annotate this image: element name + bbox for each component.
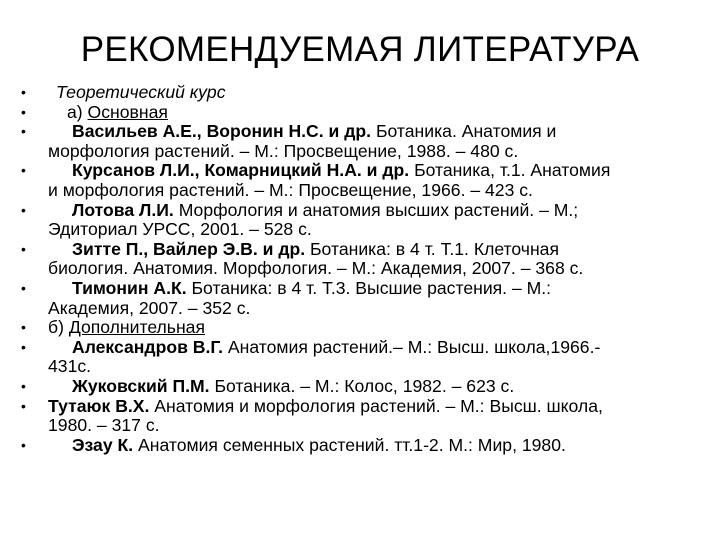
- ref-text-continued: морфология растений. – М.: Просвещение, 1988. – 480 с.: [48, 140, 519, 161]
- list-item-ref-vasiliev: [0, 122, 720, 161]
- list-item-ref-zitte: [0, 240, 720, 279]
- ref-text-continued: 431с.: [48, 356, 92, 377]
- course-heading: Теоретический курс: [56, 82, 226, 102]
- list-item-course: [0, 83, 720, 103]
- list-item-ref-tutayuk: [0, 397, 720, 436]
- ref-text-continued: биология. Анатомия. Морфология. – М.: Академия, 2007. – 368 с.: [48, 258, 584, 279]
- ref-author: Курсанов Л.И., Комарницкий Н.А. и др.: [72, 160, 410, 181]
- ref-author: Тимонин А.К.: [72, 277, 187, 298]
- ref-text: Ботаника. Анатомия и: [371, 121, 557, 142]
- ref-author: Зитте П., Вайлер Э.В. и др.: [72, 238, 306, 259]
- ref-text-continued: и морфология растений. – М.: Просвещение, 1966. – 423 с.: [48, 179, 533, 200]
- ref-text-continued: Эдиториал УРСС, 2001. – 528 с.: [48, 219, 312, 240]
- list-item-ref-kursanov: [0, 161, 720, 200]
- ref-text: Ботаника, т.1. Анатомия: [409, 160, 611, 181]
- bullet-icon: •: [21, 377, 26, 394]
- literature-list: [0, 83, 720, 455]
- list-item-ref-esau: [0, 436, 720, 456]
- bullet-icon: •: [21, 279, 26, 296]
- ref-author: Тутаюк В.Х.: [48, 395, 150, 416]
- list-item-ref-zhukovsky: [0, 377, 720, 397]
- list-item-ref-timonin: [0, 279, 720, 318]
- ref-text: Ботаника. – М.: Колос, 1982. – 623 с.: [209, 375, 515, 396]
- bullet-icon: •: [21, 123, 26, 140]
- bullet-icon: •: [21, 84, 26, 100]
- ref-text-continued: 1980. – 317 с.: [48, 415, 160, 436]
- ref-text: Анатомия семенных растений. тт.1-2. М.: Мир, 1980.: [133, 434, 566, 455]
- bullet-icon: •: [21, 162, 26, 179]
- bullet-icon: •: [21, 103, 26, 120]
- bullet-icon: •: [21, 338, 26, 355]
- ref-text: Анатомия растений.– М.: Высш. школа,1966.-: [223, 336, 601, 357]
- list-item-ref-aleksandrov: [0, 338, 720, 377]
- bullet-icon: •: [21, 436, 26, 453]
- bullet-icon: •: [21, 240, 26, 257]
- bullet-icon: •: [21, 201, 26, 218]
- ref-author: Васильев А.Е., Воронин Н.С. и др.: [72, 121, 372, 142]
- bullet-icon: •: [21, 319, 26, 336]
- ref-text-continued: Академия, 2007. – 352 с.: [48, 297, 251, 318]
- ref-text: Ботаника: в 4 т. Т.3. Высшие растения. – М.:: [186, 277, 552, 298]
- ref-text: Морфология и анатомия высших растений. – М.;: [173, 199, 579, 220]
- ref-author: Александров В.Г.: [72, 336, 224, 357]
- ref-author: Лотова Л.И.: [72, 199, 174, 220]
- ref-text: Ботаника: в 4 т. Т.1. Клеточная: [305, 238, 559, 259]
- section-prefix: а): [67, 101, 88, 122]
- section-extra-label: Дополнительная: [68, 317, 205, 338]
- ref-author: Эзау К.: [72, 434, 134, 455]
- list-item-main-section: [0, 103, 720, 123]
- list-item-ref-lotova: [0, 201, 720, 240]
- section-prefix: б): [48, 317, 69, 338]
- slide-title: РЕКОМЕНДУЕМАЯ ЛИТЕРАТУРА: [80, 30, 640, 69]
- section-main-label: Основная: [87, 101, 168, 122]
- bullet-icon: •: [21, 397, 26, 414]
- ref-author: Жуковский П.М.: [72, 375, 210, 396]
- list-item-extra-section: [0, 318, 720, 338]
- ref-text: Анатомия и морфология растений. – М.: Высш. школа,: [149, 395, 603, 416]
